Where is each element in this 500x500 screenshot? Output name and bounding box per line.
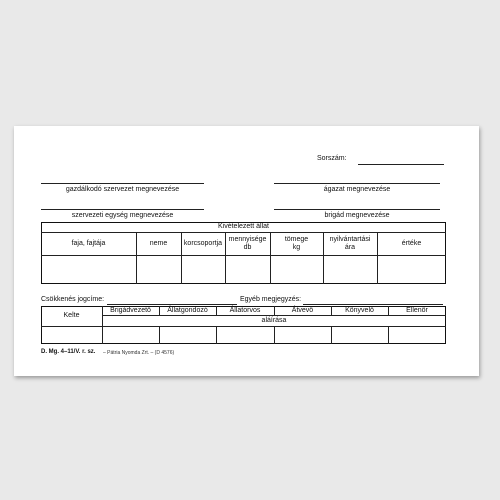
form-sheet — [14, 126, 479, 376]
col-neme: neme — [149, 239, 168, 247]
publisher: – Pátria Nyomda Zrt. – (D 4576) — [103, 350, 175, 356]
col-mennyiseg: mennyisége db — [228, 236, 267, 251]
animal-table-title: Kivételezett állat — [218, 223, 269, 231]
csokkenes-line[interactable] — [107, 304, 237, 305]
col-faja: faja, fajtája — [71, 239, 106, 247]
agazat-label: ágazat megnevezése — [323, 186, 391, 193]
gazdalkodo-line[interactable] — [41, 183, 204, 184]
col-kelte: Kelte — [63, 312, 80, 320]
col-ellenor: Ellenőr — [406, 306, 428, 314]
col-tomeg: tömege kg — [284, 236, 309, 251]
form-code: D. Mg. 4–11/V. r. sz. — [41, 349, 96, 355]
sorszam-line[interactable] — [358, 164, 444, 165]
egyeb-line[interactable] — [303, 304, 443, 305]
sorszam-label: Sorszám: — [317, 155, 347, 162]
col-allatgondozo: Állatgondozó — [167, 306, 208, 314]
col-atvevo: Átvevő — [291, 306, 314, 314]
szervezeti-label: szervezeti egység megnevezése — [71, 212, 174, 219]
col-allatorvos: Állatorvos — [229, 306, 261, 314]
gazdalkodo-label: gazdálkodó szervezet megnevezése — [65, 186, 180, 193]
brigad-label: brigád megnevezése — [324, 212, 390, 219]
col-konyvelo: Könyvelő — [345, 306, 374, 314]
egyeb-label: Egyéb megjegyzés: — [240, 296, 302, 303]
col-brigadvezeto: Brigádvezető — [110, 306, 151, 314]
agazat-line[interactable] — [274, 183, 440, 184]
brigad-line[interactable] — [274, 209, 440, 210]
csokkenes-label: Csökkenés jogcíme: — [41, 296, 105, 303]
col-erteke: értéke — [401, 239, 422, 247]
alairasa-label: aláírása — [261, 316, 287, 324]
szervezeti-line[interactable] — [41, 209, 204, 210]
col-nyilvantartasi: nyilvántartási ára — [329, 236, 371, 251]
col-korcsoport: korcsoportja — [183, 239, 223, 247]
